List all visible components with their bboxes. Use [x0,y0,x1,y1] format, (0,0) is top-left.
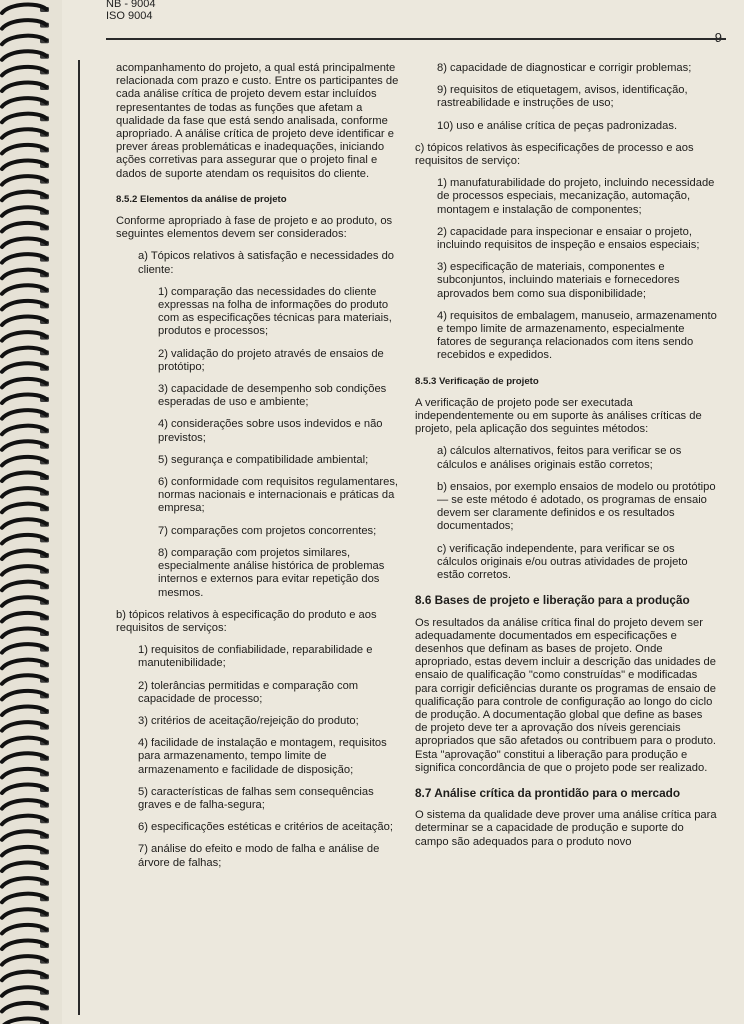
list-item: 7) comparações com projetos concorrentes; [158,524,377,537]
group-b-title: b) tópicos relativos à especificação do produto e aos requisitos de serviços: [116,608,377,634]
section-heading-8-5-3: 8.5.3 Verificação de projeto [415,375,539,387]
list-item: 3) critérios de aceitação/rejeição do produto; [138,714,359,727]
group-a-list [116,286,399,600]
paragraph-8-7: O sistema da qualidade deve prover uma análise crítica para determinar se a capacidade de produção e suporte do campo são adequados para o produto novo [415,809,717,848]
list-item: a) cálculos alternativos, feitos para verificar se os cálculos e análises originais estão corretos; [437,445,682,471]
list-item: 5) características de falhas sem consequências graves e de falha-segura; [138,785,374,811]
list-item: 8) comparação com projetos similares, especialmente análise histórica de problemas internos e externos para evitar repetição dos mesmos. [158,546,385,599]
methods-list [415,445,717,582]
list-item: 2) validação do projeto através de ensaios de protótipo; [158,347,384,373]
list-item: 3) especificação de materiais, componentes e subconjuntos, incluindo materiais e fornecedores aprovados bem como sua disponibilidade; [437,261,680,300]
paragraph-8-5-2: Conforme apropriado à fase de projeto e ao produto, os seguintes elementos devem ser considerados: [116,215,393,241]
list-item: 1) manufaturabilidade do projeto, incluindo necessidade de processos especiais, mecanização, automação, montagem e instalação de componentes; [437,177,715,216]
list-item: 3) capacidade de desempenho sob condições esperadas de uso e ambiente; [158,383,387,409]
margin-rule [78,60,80,1015]
list-item: c) verificação independente, para verificar se os cálculos originais e/ou outras atividades de projeto estão corretos. [437,542,688,582]
paragraph-8-5-3: A verificação de projeto pode ser executada independentemente ou em suporte às análises críticas de projeto, pela aplicação dos seguintes métodos: [415,396,702,436]
section-heading-8-5-2: 8.5.2 Elementos da análise de projeto [116,193,287,205]
list-item: 1) requisitos de confiabilidade, reparabilidade e manutenibilidade; [138,644,373,670]
list-item: 2) tolerâncias permitidas e comparação com capacidade de processo; [138,679,359,705]
list-item: 4) facilidade de instalação e montagem, requisitos para armazenamento, tempo limite de armazenamento e facilidade de disposição; [138,737,387,776]
list-item: 4) considerações sobre usos indevidos e não previstos; [158,418,383,444]
section-heading-8-7: 8.7 Análise crítica da prontidão para o mercado [415,785,681,800]
list-item: 1) comparação das necessidades do cliente expressas na folha de informações do produto com as especificações técnicas para materiais, produtos e processos; [158,285,392,338]
list-item: 10) uso e análise crítica de peças padronizadas. [437,119,678,132]
group-b-list-continued [415,62,717,133]
list-item: 6) especificações estéticas e critérios de aceitação; [138,821,393,834]
paragraph-8-6: Os resultados da análise crítica final do projeto devem ser adequadamente documentados em especificações e desenhos que definam as bases de projeto. Onde apropriado, estas devem incluir a descrição das unidades de ensaio de qualificação "como construídas" e modificadas para corrigir deficiências durante os programas de ensaio de qualificação para controle de configuração ao longo do ciclo de produção. A documentação global que define as bases de projeto deve ter a aprovação dos níveis gerenciais apropriados que são afetados ou contribuem para o produto. Esta "aprovação" constitui a liberação para produção e significa concordância de que o projeto pode ser realizado. [415,616,717,774]
list-item: 7) análise do efeito e modo de falha e análise de árvore de falhas; [138,843,380,869]
list-item: 2) capacidade para inspecionar e ensaiar o projeto, incluindo requisitos de inspeção e ensaios especiais; [437,225,700,252]
list-item: 6) conformidade com requisitos regulamentares, normas nacionais e internacionais e práticas da empresa; [158,476,399,515]
section-heading-8-6: 8.6 Bases de projeto e liberação para a produção [415,593,690,608]
list-item: 8) capacidade de diagnosticar e corrigir problemas; [437,62,692,74]
left-column [116,62,399,879]
group-c-list [415,177,717,362]
list-item: 5) segurança e compatibilidade ambiental; [158,453,369,466]
standard-code-iso: ISO 9004 [106,10,153,22]
group-a-title: a) Tópicos relativos à satisfação e necessidades do cliente: [138,250,395,276]
list-item: b) ensaios, por exemplo ensaios de modelo ou protótipo — se este método é adotado, os programas de ensaio devem ser claramente definidos e os resultados documentados; [437,480,716,533]
spiral-binding [0,0,62,1024]
group-c-title: c) tópicos relativos às especificações de processo e aos requisitos de serviço: [415,141,694,168]
header-rule [106,38,726,40]
list-item: 9) requisitos de etiquetagem, avisos, identificação, rastreabilidade e instruções de uso; [437,84,688,110]
intro-paragraph: acompanhamento do projeto, a qual está principalmente relacionada com prazo e custo. Entre os participantes de cada análise crítica de projeto devem estar incluídos representantes de todas as funções que afetam a qualidade da fase que está sendo analisada, conforme apropriado. A análise crítica de projeto deve identificar e prever áreas problemáticas e inadequações, iniciando ações corretivas para assegurar que o projeto final e dados de suporte atendam os requisitos do cliente. [116,62,399,180]
standard-code [106,0,156,22]
standard-code-nb: NB - 9004 [106,0,156,10]
list-item: 4) requisitos de embalagem, manuseio, armazenamento e tempo limite de armazenamento, especialmente fatores de segurança relacionados com itens sendo recebidos e expedidos. [437,309,717,362]
group-b-list [116,644,399,870]
right-column [415,62,717,858]
